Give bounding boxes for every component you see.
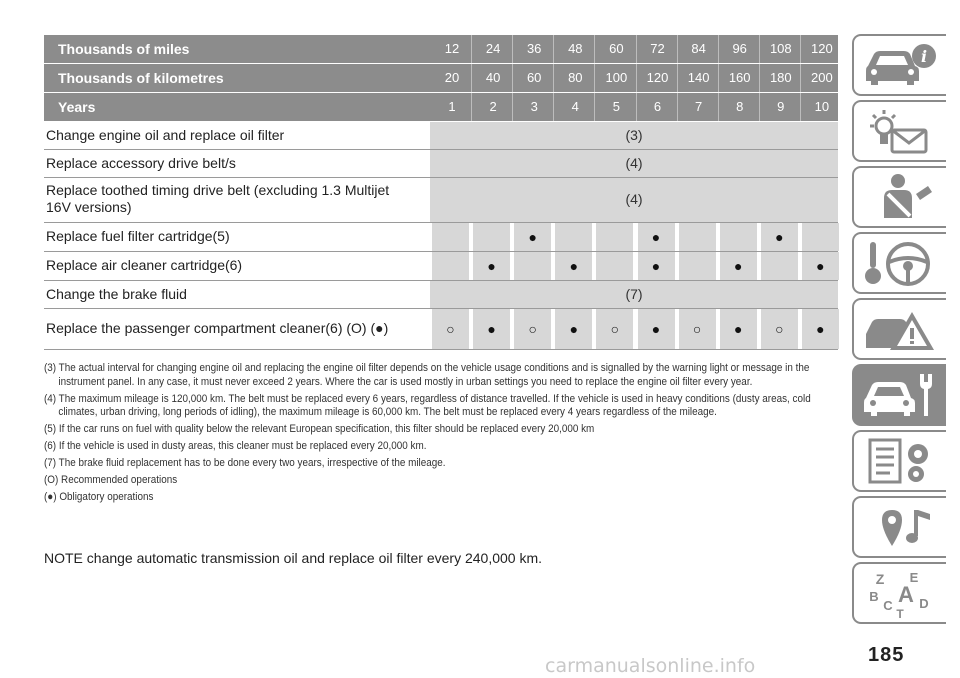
header-label: Thousands of kilometres bbox=[58, 70, 224, 86]
table-row bbox=[44, 150, 838, 178]
column-divider bbox=[759, 64, 760, 92]
chapter-tab-starting-and-driving[interactable] bbox=[852, 232, 946, 294]
interval-cell bbox=[432, 309, 469, 349]
header-value: 180 bbox=[769, 70, 792, 85]
interval-cell bbox=[555, 309, 592, 349]
chapter-tab-multimedia[interactable] bbox=[852, 496, 946, 558]
chapter-tab-index[interactable] bbox=[852, 562, 946, 624]
row-label: Replace the passenger compartment cleaner(6) (O) (●) bbox=[46, 320, 389, 336]
row-label: Replace air cleaner cartridge(6) bbox=[46, 257, 243, 273]
interval-note: (4) bbox=[625, 191, 643, 207]
operation-mark: ● bbox=[487, 258, 496, 274]
interval-cell bbox=[432, 223, 469, 251]
table-row bbox=[44, 309, 838, 350]
header-value: 48 bbox=[568, 41, 583, 56]
interval-note: (4) bbox=[625, 155, 643, 171]
header-value: 200 bbox=[811, 70, 833, 85]
column-divider bbox=[800, 64, 801, 92]
operation-mark: ● bbox=[816, 321, 825, 337]
interval-cell bbox=[761, 223, 798, 251]
column-divider bbox=[677, 35, 678, 63]
operation-mark: ○ bbox=[775, 321, 784, 337]
column-divider bbox=[471, 64, 472, 92]
column-divider bbox=[718, 93, 719, 121]
chapter-tab-technical-data[interactable] bbox=[852, 430, 946, 492]
car-info-icon bbox=[862, 40, 938, 90]
column-divider bbox=[800, 35, 801, 63]
svg-text:T: T bbox=[896, 607, 904, 618]
footnotes bbox=[44, 362, 834, 508]
row-label: Replace accessory drive belt/s bbox=[46, 155, 236, 171]
header-value: 84 bbox=[691, 41, 706, 56]
page-number: 185 bbox=[868, 644, 905, 666]
header-value: 96 bbox=[732, 41, 747, 56]
interval-cell bbox=[596, 309, 633, 349]
interval-cell bbox=[761, 309, 798, 349]
header-value: 5 bbox=[612, 99, 620, 114]
header-value: 2 bbox=[489, 99, 497, 114]
footnote-legend-obligatory: (●) Obligatory operations bbox=[44, 491, 154, 503]
header-value: 108 bbox=[769, 41, 792, 56]
footnote: (6) If the vehicle is used in dusty areas, this cleaner must be replaced every 20,000 km. bbox=[44, 440, 427, 452]
interval-cell bbox=[638, 309, 675, 349]
row-label: Change engine oil and replace oil filter bbox=[46, 127, 285, 143]
header-value: 120 bbox=[646, 70, 669, 85]
interval-cell bbox=[720, 223, 757, 251]
table-row bbox=[44, 178, 838, 223]
footnote-legend-recommended: (O) Recommended operations bbox=[44, 474, 178, 486]
header-value: 60 bbox=[526, 70, 542, 85]
svg-text:B: B bbox=[869, 589, 879, 604]
header-row-years bbox=[44, 93, 838, 122]
interval-cell bbox=[555, 252, 592, 280]
column-divider bbox=[800, 93, 801, 121]
operation-mark: ● bbox=[651, 321, 661, 337]
header-value: 7 bbox=[694, 99, 703, 114]
operation-mark: ○ bbox=[446, 321, 455, 337]
interval-cell bbox=[596, 223, 633, 251]
operation-mark: ● bbox=[651, 258, 661, 274]
header-value: 3 bbox=[530, 99, 538, 114]
interval-cell bbox=[514, 223, 551, 251]
interval-note-cell bbox=[430, 178, 838, 222]
column-divider bbox=[759, 35, 760, 63]
column-divider bbox=[718, 35, 719, 63]
header-value: 6 bbox=[653, 99, 662, 114]
header-value: 72 bbox=[650, 41, 665, 56]
operation-mark: ○ bbox=[528, 321, 537, 337]
footnote: (5) If the car runs on fuel with quality below the relevant European specification, this filter should be replaced every 20,000 km bbox=[44, 423, 595, 435]
index-icon bbox=[862, 568, 938, 618]
operation-mark: ● bbox=[651, 229, 661, 245]
interval-cell bbox=[596, 252, 633, 280]
interval-cell bbox=[720, 309, 757, 349]
header-value: 140 bbox=[687, 70, 710, 85]
interval-cell bbox=[802, 252, 839, 280]
column-divider bbox=[594, 93, 595, 121]
column-divider bbox=[553, 64, 554, 92]
header-row-kilometres bbox=[44, 64, 838, 93]
multimedia-icon bbox=[862, 502, 938, 552]
column-divider bbox=[759, 93, 760, 121]
column-divider bbox=[512, 64, 513, 92]
header-value: 60 bbox=[609, 41, 624, 56]
chapter-tab-warning-lights[interactable] bbox=[852, 100, 946, 162]
header-value: 1 bbox=[448, 99, 456, 114]
column-divider bbox=[471, 93, 472, 121]
operation-mark: ○ bbox=[610, 321, 620, 337]
column-divider bbox=[677, 64, 678, 92]
interval-cell bbox=[761, 252, 798, 280]
technical-data-icon bbox=[862, 436, 938, 486]
operation-mark: ● bbox=[816, 258, 825, 274]
seatbelt-icon bbox=[862, 172, 938, 222]
svg-text:E: E bbox=[909, 570, 919, 585]
interval-cell bbox=[514, 309, 551, 349]
footnote: (3) The actual interval for changing engine oil and replacing the engine oil filter depends on the vehicle usage conditions and is signalled by the warning light or message in the instrument panel. In any case, it must never exceed 2 years. Where the car is used mostly in urban settings you need to replace the engine oil filter every year. bbox=[44, 362, 810, 388]
column-divider bbox=[718, 64, 719, 92]
header-value: 20 bbox=[444, 70, 460, 85]
column-divider bbox=[594, 35, 595, 63]
row-label: Replace toothed timing drive belt (excluding 1.3 Multijet 16V versions) bbox=[46, 182, 390, 215]
header-label: Thousands of miles bbox=[58, 41, 190, 57]
interval-cell bbox=[432, 252, 469, 280]
interval-note: (7) bbox=[625, 286, 643, 302]
column-divider bbox=[553, 35, 554, 63]
chapter-sidebar bbox=[852, 34, 946, 628]
svg-text:i: i bbox=[920, 47, 928, 66]
interval-cell bbox=[679, 223, 716, 251]
chapter-tab-servicing-and-care[interactable] bbox=[852, 364, 946, 426]
column-divider bbox=[594, 64, 595, 92]
transmission-note: NOTE change automatic transmission oil and replace oil filter every 240,000 km. bbox=[44, 550, 543, 566]
car-wrench-icon bbox=[862, 370, 938, 420]
header-value: 36 bbox=[526, 41, 542, 56]
operation-mark: ● bbox=[775, 229, 784, 245]
interval-cell bbox=[555, 223, 592, 251]
interval-note-cell bbox=[430, 150, 838, 177]
chapter-tab-in-an-emergency[interactable] bbox=[852, 298, 946, 360]
interval-note-cell bbox=[430, 281, 838, 308]
interval-cell bbox=[802, 309, 839, 349]
interval-cell bbox=[638, 252, 675, 280]
operation-mark: ● bbox=[569, 321, 579, 337]
table-row bbox=[44, 252, 838, 281]
header-value: 80 bbox=[568, 70, 583, 85]
table-row bbox=[44, 281, 838, 309]
svg-text:A: A bbox=[898, 582, 914, 607]
header-row-miles bbox=[44, 35, 838, 64]
watermark: carmanualsonline.info bbox=[545, 655, 756, 677]
column-divider bbox=[636, 93, 637, 121]
svg-text:C: C bbox=[883, 598, 893, 613]
header-value: 9 bbox=[777, 99, 785, 114]
header-value: 24 bbox=[485, 41, 501, 56]
row-label: Replace fuel filter cartridge(5) bbox=[46, 228, 230, 244]
footnote: (4) The maximum mileage is 120,000 km. The belt must be replaced every 6 years, regardless of distance travelled. If the vehicle is used in heavy conditions (dusty areas, cold climates, urban driving, long periods of idling), the maximum mileage is 60,000 km. The belt must be replaced every 4 years regardless of the mileage. bbox=[44, 392, 811, 418]
column-divider bbox=[636, 64, 637, 92]
header-value: 100 bbox=[605, 70, 628, 85]
interval-cell bbox=[514, 252, 551, 280]
column-divider bbox=[636, 35, 637, 63]
header-value: 40 bbox=[485, 70, 501, 85]
header-value: 12 bbox=[444, 41, 460, 56]
interval-cell bbox=[679, 309, 716, 349]
column-divider bbox=[471, 35, 472, 63]
chapter-tab-knowing-your-car[interactable] bbox=[852, 34, 946, 96]
interval-note: (3) bbox=[625, 127, 643, 143]
interval-cell bbox=[638, 223, 675, 251]
header-value: 120 bbox=[811, 41, 833, 56]
operation-mark: ● bbox=[569, 258, 579, 274]
interval-cell bbox=[473, 252, 510, 280]
header-value: 10 bbox=[814, 99, 830, 114]
footnote: (7) The brake fluid replacement has to be done every two years, irrespective of the mileage. bbox=[44, 457, 446, 469]
header-value: 8 bbox=[736, 99, 744, 114]
column-divider bbox=[677, 93, 678, 121]
operation-mark: ○ bbox=[692, 321, 702, 337]
interval-note-cell bbox=[430, 122, 838, 149]
svg-text:Z: Z bbox=[875, 571, 885, 587]
interval-cell bbox=[473, 309, 510, 349]
header-label: Years bbox=[58, 99, 96, 115]
interval-cell bbox=[679, 252, 716, 280]
column-divider bbox=[512, 93, 513, 121]
emergency-icon bbox=[862, 304, 938, 354]
interval-cell bbox=[802, 223, 839, 251]
operation-mark: ● bbox=[528, 229, 537, 245]
table-row bbox=[44, 223, 838, 252]
svg-text:D: D bbox=[919, 596, 929, 611]
table-row bbox=[44, 122, 838, 150]
interval-cell bbox=[720, 252, 757, 280]
maintenance-schedule-table bbox=[44, 35, 838, 350]
row-label: Change the brake fluid bbox=[46, 286, 187, 302]
header-value: 4 bbox=[571, 99, 579, 114]
warning-lights-icon bbox=[862, 106, 938, 156]
operation-mark: ● bbox=[733, 258, 743, 274]
steering-wheel-icon bbox=[862, 238, 938, 288]
column-divider bbox=[512, 35, 513, 63]
operation-mark: ● bbox=[733, 321, 743, 337]
interval-cell bbox=[473, 223, 510, 251]
header-value: 160 bbox=[728, 70, 751, 85]
operation-mark: ● bbox=[487, 321, 496, 337]
column-divider bbox=[553, 93, 554, 121]
chapter-tab-safety[interactable] bbox=[852, 166, 946, 228]
